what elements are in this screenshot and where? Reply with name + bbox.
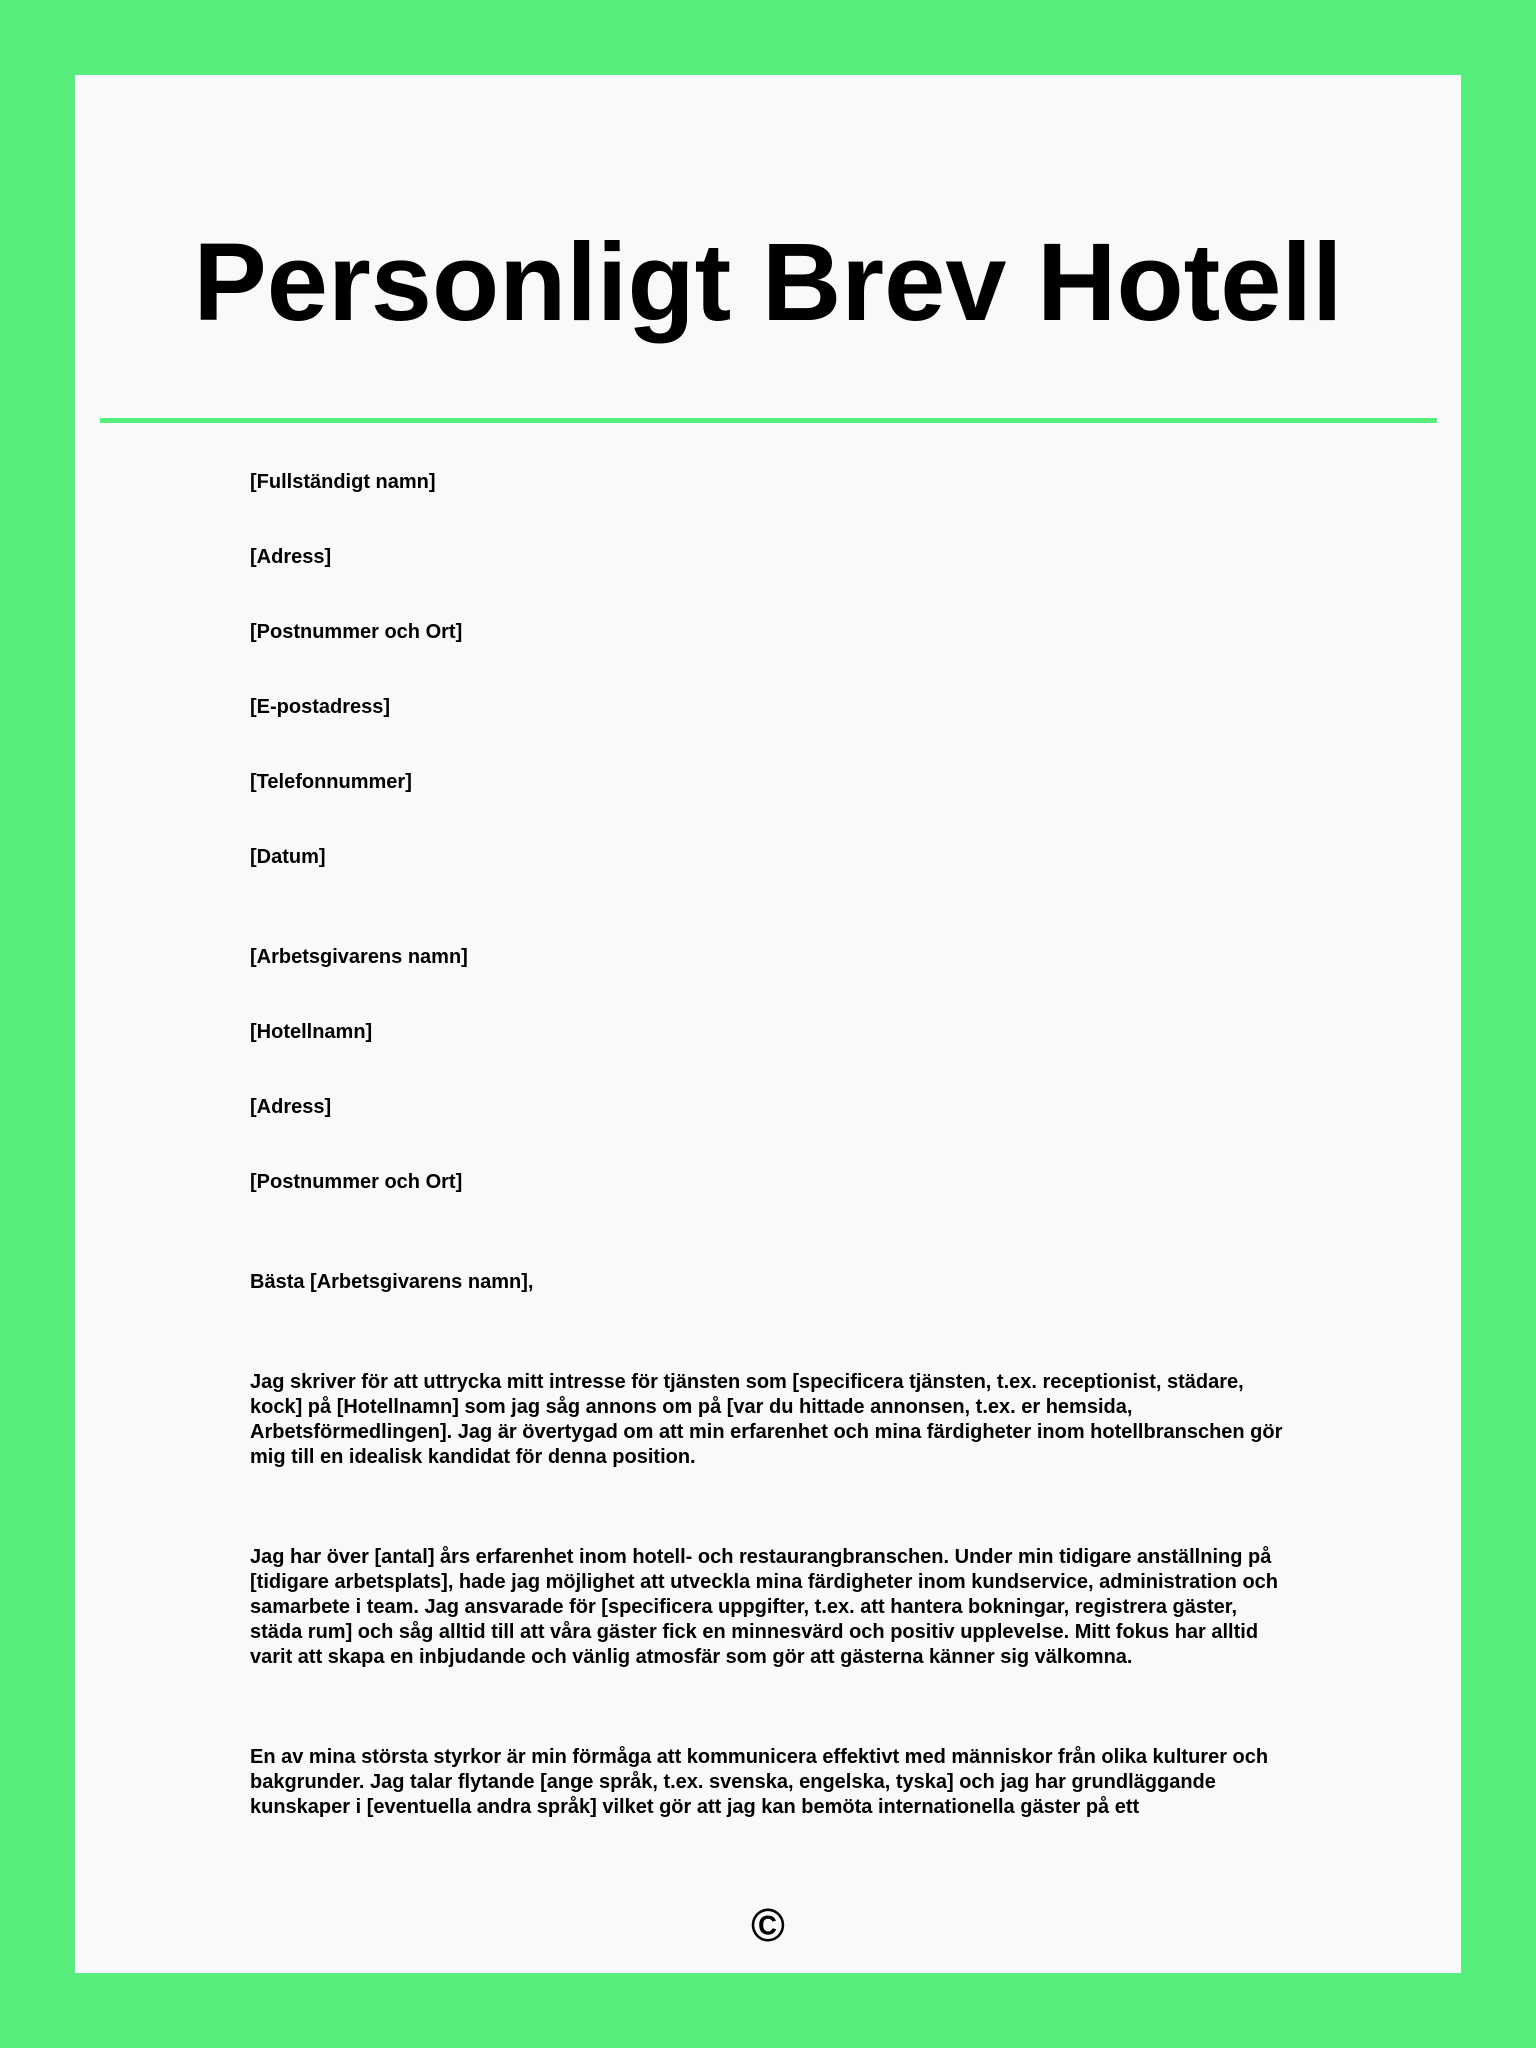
recipient-address: [Adress] <box>250 1096 332 1118</box>
body-paragraph: Jag har över [antal] års erfarenhet inom hotell- och restaurangbranschen. Under min tidigare anställning på [tidigare arbetsplats], hade jag möjlighet att utveckla mina färdigheter inom kundservice, administration och samarbete i team. Jag ansvarade för [specificera uppgifter, t.ex. att hantera bokningar, registrera gäster, städa rum] och såg alltid till att våra gäster fick en minnesvärd och positiv upplevelse. Mitt fokus har alltid varit att skapa en inbjudande och vänlig atmosfär som gör att gästerna känner sig välkomna. <box>250 1546 1279 1668</box>
recipient-hotel: [Hotellnamn] <box>250 1021 373 1043</box>
sender-address: [Adress] <box>250 546 332 568</box>
document-title: Personligt Brev Hotell <box>193 221 1343 344</box>
sender-postal: [Postnummer och Ort] <box>250 621 463 643</box>
greeting: Bästa [Arbetsgivarens namn], <box>250 1271 534 1293</box>
recipient-employer: [Arbetsgivarens namn] <box>250 946 468 968</box>
recipient-postal: [Postnummer och Ort] <box>250 1171 463 1193</box>
title-divider <box>100 418 1437 423</box>
sender-name: [Fullständigt namn] <box>250 471 436 493</box>
copyright-icon: © <box>751 1899 785 1951</box>
body-paragraph: En av mina största styrkor är min förmåga att kommunicera effektivt med människor från olika kulturer och bakgrunder. Jag talar flytande [ange språk, t.ex. svenska, engelska, tyska] och jag har grundläggande kunskaper i [eventuella andra språk] vilket gör att jag kan bemöta internationella gäster på ett <box>250 1746 1269 1818</box>
letter-date: [Datum] <box>250 846 326 868</box>
sender-phone: [Telefonnummer] <box>250 771 412 793</box>
body-paragraph: Jag skriver för att uttrycka mitt intresse för tjänsten som [specificera tjänsten, t.ex. receptionist, städare, kock] på [Hotellnamn] som jag såg annons om på [var du hittade annonsen, t.ex. er hemsida, Arbetsförmedlingen]. Jag är övertygad om att min erfarenhet och mina färdigheter inom hotellbranschen gör mig till en idealisk kandidat för denna position. <box>250 1371 1283 1468</box>
sender-email: [E-postadress] <box>250 696 391 718</box>
